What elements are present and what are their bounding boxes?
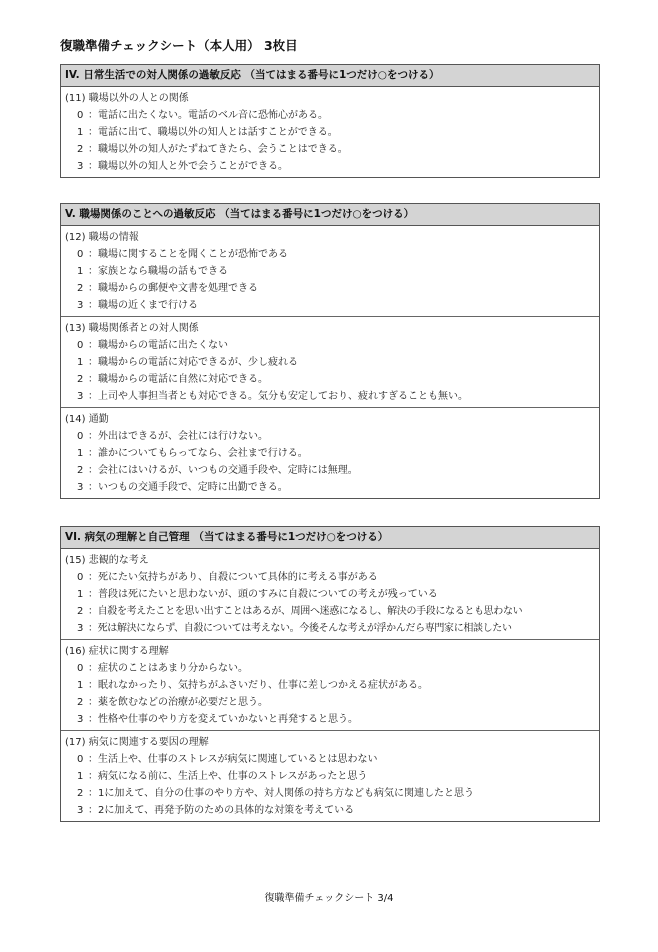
- option-text: ：職場からの電話に自然に対応できる。: [88, 374, 268, 385]
- option-number: 3: [77, 161, 84, 172]
- option-0[interactable]: [65, 246, 595, 263]
- option-0[interactable]: [65, 660, 595, 677]
- option-text: ：性格や仕事のやり方を変えていかないと再発すると思う。: [88, 714, 358, 725]
- section-header: VI. 病気の理解と自己管理 （当てはまる番号に1つだけ○をつける）: [61, 527, 599, 549]
- option-number: 2: [77, 374, 84, 385]
- option-number: 0: [77, 572, 84, 583]
- question-title: (16) 症状に関する理解: [65, 646, 169, 657]
- question-14: [61, 408, 599, 498]
- option-number: 2: [77, 606, 84, 617]
- option-text: ：職場に関することを聞くことが恐怖である: [88, 249, 288, 260]
- option-2[interactable]: [65, 462, 595, 479]
- option-3[interactable]: [65, 297, 595, 314]
- option-text: ：眠れなかったり、気持ちがふさいだり、仕事に差しつかえる症状がある。: [88, 680, 428, 691]
- option-2[interactable]: [65, 694, 595, 711]
- option-text: ：自殺を考えたことを思い出すことはあるが、周囲へ迷惑になるし、解決の手段になるとも思わない: [88, 606, 523, 617]
- option-text: ：死にたい気持ちがあり、自殺について具体的に考える事がある: [88, 572, 378, 583]
- option-text: ：上司や人事担当者とも対応できる。気分も安定しており、疲れすぎることも無い。: [88, 391, 468, 402]
- question-title: (12) 職場の情報: [65, 232, 139, 243]
- option-text: ：薬を飲むなどの治療が必要だと思う。: [88, 697, 268, 708]
- option-1[interactable]: [65, 586, 595, 603]
- option-3[interactable]: [65, 620, 595, 637]
- question-title: (15) 悲観的な考え: [65, 555, 149, 566]
- option-2[interactable]: [65, 280, 595, 297]
- option-0[interactable]: [65, 107, 595, 124]
- option-number: 1: [77, 771, 84, 782]
- option-text: ：会社にはいけるが、いつもの交通手段や、定時には無理。: [88, 465, 358, 476]
- option-number: 1: [77, 448, 84, 459]
- option-2[interactable]: [65, 141, 595, 158]
- option-number: 2: [77, 283, 84, 294]
- question-title: (17) 病気に関連する要因の理解: [65, 737, 209, 748]
- option-number: 2: [77, 144, 84, 155]
- option-0[interactable]: [65, 428, 595, 445]
- question-13: [61, 317, 599, 408]
- option-1[interactable]: [65, 263, 595, 280]
- option-number: 3: [77, 805, 84, 816]
- option-2[interactable]: [65, 603, 595, 620]
- section-header: V. 職場関係のことへの過敏反応 （当てはまる番号に1つだけ○をつける）: [61, 204, 599, 226]
- option-number: 3: [77, 714, 84, 725]
- question-16: [61, 640, 599, 731]
- option-number: 3: [77, 623, 84, 634]
- option-number: 0: [77, 249, 84, 260]
- question-12: [61, 226, 599, 317]
- question-15: [61, 549, 599, 640]
- option-number: 3: [77, 300, 84, 311]
- option-1[interactable]: [65, 354, 595, 371]
- option-text: ：職場からの電話に対応できるが、少し疲れる: [88, 357, 298, 368]
- option-text: ：病気になる前に、生活上や、仕事のストレスがあったと思う: [88, 771, 368, 782]
- option-number: 0: [77, 340, 84, 351]
- option-number: 1: [77, 589, 84, 600]
- section-iv: [60, 64, 600, 178]
- option-number: 0: [77, 663, 84, 674]
- option-2[interactable]: [65, 371, 595, 388]
- section-v: [60, 203, 600, 499]
- option-1[interactable]: [65, 677, 595, 694]
- option-text: ：職場からの郵便や文書を処理できる: [88, 283, 258, 294]
- option-text: ：死は解決にならず、自殺については考えない。今後そんな考えが浮かんだら専門家に相談したい: [88, 623, 512, 634]
- question-17: [61, 731, 599, 821]
- option-text: ：症状のことはあまり分からない。: [88, 663, 248, 674]
- option-1[interactable]: [65, 124, 595, 141]
- option-text: ：職場以外の知人がたずねてきたら、会うことはできる。: [88, 144, 348, 155]
- option-text: ：誰かについてもらってなら、会社まで行ける。: [88, 448, 308, 459]
- option-number: 3: [77, 391, 84, 402]
- option-3[interactable]: [65, 388, 595, 405]
- option-3[interactable]: [65, 802, 595, 819]
- option-number: 2: [77, 697, 84, 708]
- question-title: (11) 職場以外の人との関係: [65, 93, 189, 104]
- question-title: (14) 通勤: [65, 414, 109, 425]
- page-title: 復職準備チェックシート（本人用） 3枚目: [60, 38, 298, 53]
- option-text: ：生活上や、仕事のストレスが病気に関連しているとは思わない: [88, 754, 378, 765]
- option-text: ：1に加えて、自分の仕事のやり方や、対人関係の持ち方なども病気に関連したと思う: [88, 788, 474, 799]
- option-1[interactable]: [65, 768, 595, 785]
- option-number: 1: [77, 357, 84, 368]
- option-1[interactable]: [65, 445, 595, 462]
- option-text: ：職場の近くまで行ける: [88, 300, 198, 311]
- option-number: 2: [77, 465, 84, 476]
- option-0[interactable]: [65, 569, 595, 586]
- option-number: 1: [77, 266, 84, 277]
- option-2[interactable]: [65, 785, 595, 802]
- option-0[interactable]: [65, 751, 595, 768]
- question-title: (13) 職場関係者との対人関係: [65, 323, 199, 334]
- option-number: 0: [77, 431, 84, 442]
- option-text: ：職場以外の知人と外で会うことができる。: [88, 161, 288, 172]
- option-text: ：電話に出たくない。電話のベル音に恐怖心がある。: [88, 110, 328, 121]
- question-11: [61, 87, 599, 177]
- option-text: ：家族となら職場の話もできる: [88, 266, 228, 277]
- option-text: ：電話に出て、職場以外の知人とは話すことができる。: [88, 127, 338, 138]
- option-number: 1: [77, 680, 84, 691]
- option-number: 1: [77, 127, 84, 138]
- page-footer: 復職準備チェックシート 3/4: [264, 893, 394, 904]
- option-text: ：外出はできるが、会社には行けない。: [88, 431, 268, 442]
- section-header: IV. 日常生活での対人関係の過敏反応 （当てはまる番号に1つだけ○をつける）: [61, 65, 599, 87]
- option-3[interactable]: [65, 711, 595, 728]
- option-number: 2: [77, 788, 84, 799]
- option-number: 0: [77, 754, 84, 765]
- option-text: ：いつもの交通手段で、定時に出勤できる。: [88, 482, 288, 493]
- option-3[interactable]: [65, 479, 595, 496]
- option-number: 0: [77, 110, 84, 121]
- option-text: ：普段は死にたいと思わないが、頭のすみに自殺についての考えが残っている: [88, 589, 438, 600]
- option-text: ：職場からの電話に出たくない: [88, 340, 228, 351]
- option-3[interactable]: [65, 158, 595, 175]
- option-0[interactable]: [65, 337, 595, 354]
- option-text: ：2に加えて、再発予防のための具体的な対策を考えている: [88, 805, 355, 816]
- section-vi: [60, 526, 600, 822]
- option-number: 3: [77, 482, 84, 493]
